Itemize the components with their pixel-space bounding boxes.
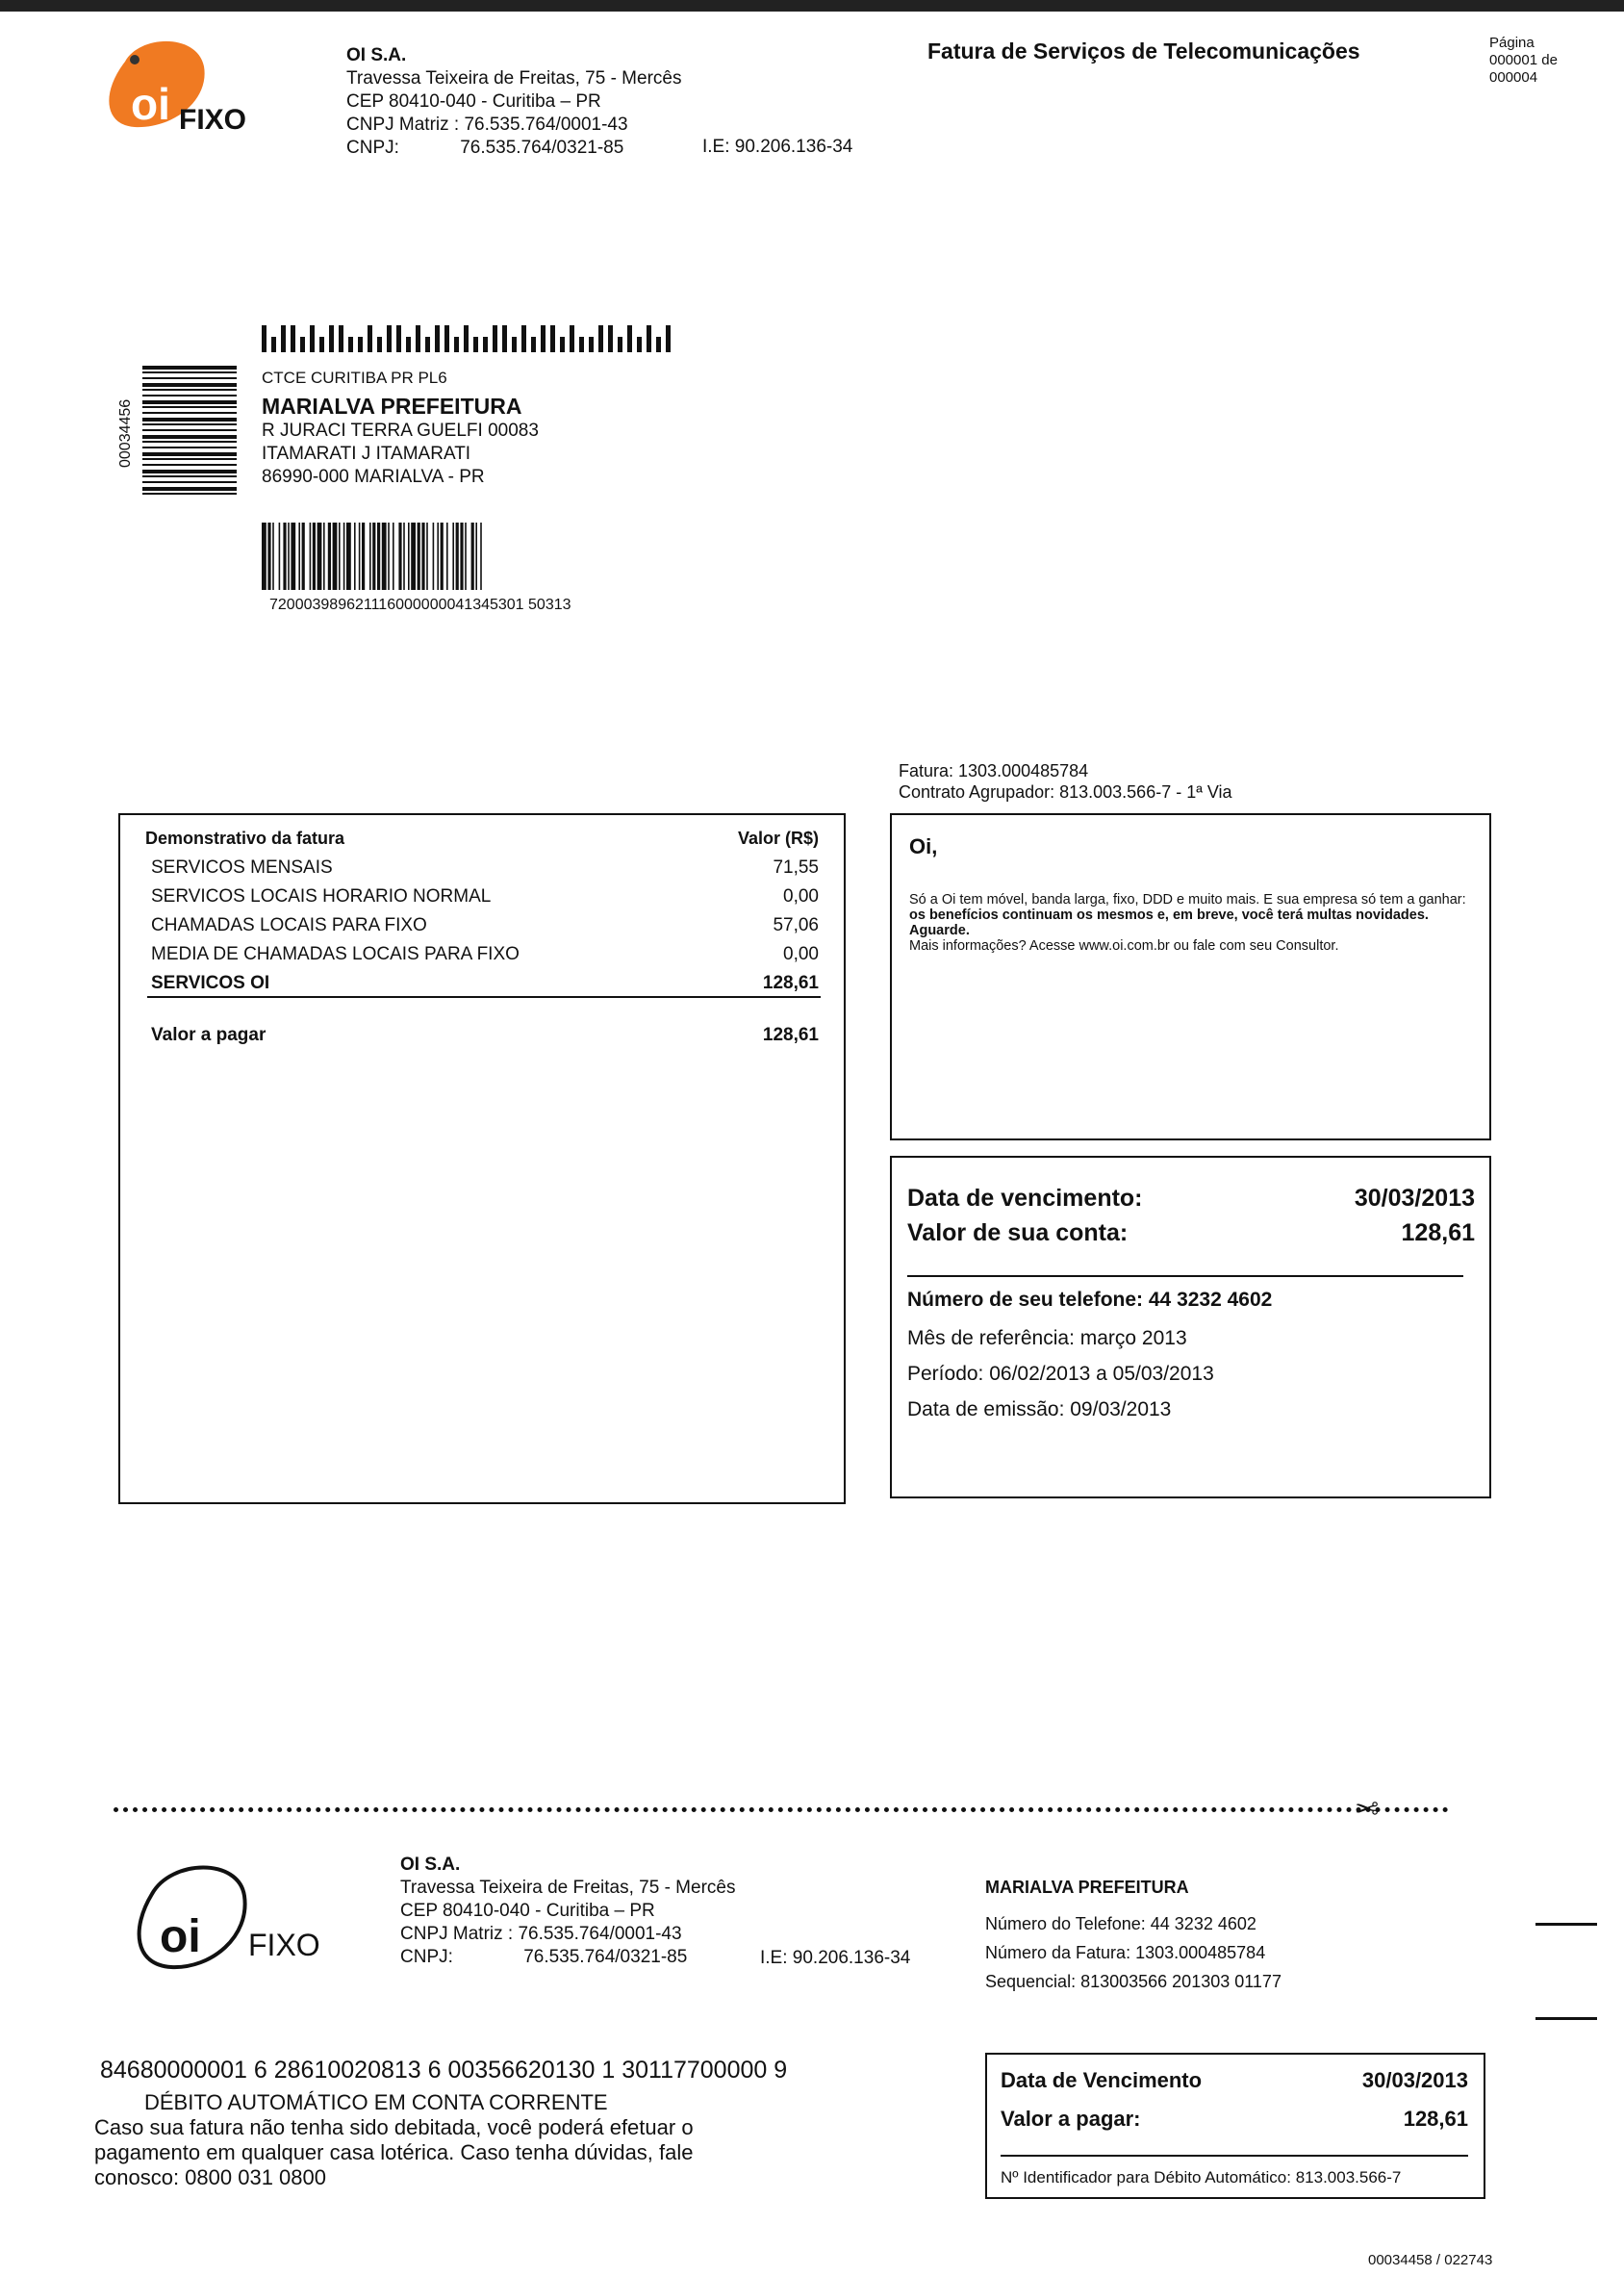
barcode-bar bbox=[372, 523, 375, 590]
side-bar-line bbox=[142, 383, 237, 387]
barcode-bar bbox=[272, 523, 274, 590]
side-bar-line bbox=[142, 377, 237, 379]
statement-row-label: CHAMADAS LOCAIS PARA FIXO bbox=[151, 915, 427, 935]
statement-value-header: Valor (R$) bbox=[737, 829, 819, 848]
logo-fixo-text-bottom: FIXO bbox=[248, 1928, 320, 1962]
postnet-bar bbox=[550, 325, 555, 352]
recipient-district: ITAMARATI J ITAMARATI bbox=[262, 444, 471, 464]
postnet-bar bbox=[541, 325, 546, 352]
barcode-bar bbox=[279, 523, 281, 590]
side-bar-line bbox=[142, 475, 237, 477]
scissors-icon: ✂ bbox=[1355, 1791, 1380, 1823]
barcode-bar bbox=[323, 523, 325, 590]
message-box bbox=[890, 813, 1491, 1140]
barcode-bar bbox=[460, 523, 463, 590]
stub-due-row bbox=[1001, 2068, 1468, 2093]
phone-number: Número de seu telefone: 44 3232 4602 bbox=[907, 1289, 1273, 1311]
barcode-bar bbox=[317, 523, 322, 590]
statement-row-label: SERVICOS MENSAIS bbox=[151, 857, 333, 878]
company-block-stub bbox=[400, 1854, 735, 1969]
payment-box bbox=[985, 2053, 1485, 2199]
barcode-bar bbox=[393, 523, 394, 590]
statement-row-label: MEDIA DE CHAMADAS LOCAIS PARA FIXO bbox=[151, 944, 520, 964]
postnet-bar bbox=[444, 325, 449, 352]
subtotal-value: 128,61 bbox=[762, 973, 819, 993]
side-bar-line bbox=[142, 464, 237, 466]
statement-row bbox=[151, 854, 819, 882]
side-bar-line bbox=[142, 452, 237, 456]
side-code bbox=[114, 393, 142, 470]
postnet-bar bbox=[618, 337, 622, 352]
stub-phone: Número do Telefone: 44 3232 4602 bbox=[985, 1914, 1256, 1933]
company-name: OI S.A. bbox=[346, 45, 407, 65]
barcode-bar bbox=[298, 523, 300, 590]
stub-customer-name: MARIALVA PREFEITURA bbox=[985, 1878, 1189, 1897]
barcode-bar bbox=[310, 523, 312, 590]
postnet-bar bbox=[570, 325, 574, 352]
due-date-row bbox=[907, 1185, 1475, 1213]
invoice-info bbox=[899, 760, 1232, 803]
oi-fixo-logo-outline bbox=[123, 1855, 344, 1981]
postnet-bar bbox=[339, 325, 343, 352]
barcode-bar bbox=[446, 523, 448, 590]
barcode-bar bbox=[313, 523, 316, 590]
side-code-text: 00034456 bbox=[117, 398, 134, 468]
cnpj-label-stub: CNPJ: bbox=[400, 1947, 453, 1967]
barcode-bar bbox=[388, 523, 390, 590]
issue-date: Data de emissão: 09/03/2013 bbox=[907, 1398, 1172, 1420]
company-cep: CEP 80410-040 - Curitiba – PR bbox=[346, 91, 601, 112]
postnet-bar bbox=[647, 325, 651, 352]
postnet-bar bbox=[416, 325, 420, 352]
postnet-bar bbox=[300, 337, 305, 352]
postnet-bar bbox=[560, 337, 565, 352]
statement-divider bbox=[147, 996, 821, 998]
postnet-bar bbox=[666, 325, 671, 352]
total-label: Valor a pagar bbox=[151, 1025, 266, 1045]
postnet-bar bbox=[368, 325, 372, 352]
company-cnpj-matriz-stub: CNPJ Matriz : 76.535.764/0001-43 bbox=[400, 1924, 682, 1944]
postnet-bar bbox=[493, 325, 497, 352]
total-value: 128,61 bbox=[762, 1025, 819, 1045]
company-address-stub: Travessa Teixeira de Freitas, 75 - Mercês bbox=[400, 1878, 736, 1898]
statement-rows bbox=[151, 854, 819, 998]
cnpj-label: CNPJ: bbox=[346, 138, 399, 158]
mailing-route: CTCE CURITIBA PR PL6 bbox=[262, 369, 447, 387]
company-name-stub: OI S.A. bbox=[400, 1854, 461, 1875]
cnpj-value-stub: 76.535.764/0321-85 bbox=[523, 1947, 688, 1967]
side-bar-line bbox=[142, 406, 237, 408]
company-cep-stub: CEP 80410-040 - Curitiba – PR bbox=[400, 1901, 655, 1921]
postnet-bar bbox=[531, 337, 536, 352]
postnet-bar bbox=[348, 337, 353, 352]
page-value: 000001 de bbox=[1489, 52, 1558, 68]
barcode-bar bbox=[267, 523, 270, 590]
postnet-bar bbox=[521, 325, 526, 352]
side-bar-line bbox=[142, 423, 237, 425]
cut-line bbox=[114, 1807, 1449, 1812]
message-line1: Só a Oi tem móvel, banda larga, fixo, DDD e muito mais. E sua empresa só tem a ganhar: bbox=[909, 892, 1466, 908]
stub-pay-row bbox=[1001, 2107, 1468, 2132]
postnet-bar bbox=[656, 337, 661, 352]
barcode-bar bbox=[452, 523, 454, 590]
company-address: Travessa Teixeira de Freitas, 75 - Mercês bbox=[346, 68, 682, 89]
statement-subtotal-row bbox=[151, 969, 819, 998]
margin-mark bbox=[1535, 2017, 1597, 2020]
company-cnpj-matriz: CNPJ Matriz : 76.535.764/0001-43 bbox=[346, 115, 628, 135]
amount-label: Valor de sua conta: bbox=[907, 1219, 1129, 1246]
side-bar-line bbox=[142, 371, 237, 373]
postnet-bar bbox=[310, 325, 315, 352]
barcode-bar bbox=[328, 523, 331, 590]
barcode-bar bbox=[346, 523, 351, 590]
statement-row-value: 57,06 bbox=[773, 915, 819, 935]
side-bar-line bbox=[142, 458, 237, 460]
company-cnpj bbox=[346, 137, 681, 160]
postnet-bar bbox=[425, 337, 430, 352]
side-bar-line bbox=[142, 389, 237, 391]
statement-row bbox=[151, 882, 819, 911]
barcode-bar bbox=[382, 523, 387, 590]
barcode-bar bbox=[333, 523, 338, 590]
debit-text: Caso sua fatura não tenha sido debitada, você poderá efetuar o pagamento em qualquer casa lotérica. Caso tenha dúvidas, fale conosco: 0800 031 0800 bbox=[94, 2115, 694, 2189]
postnet-bar bbox=[598, 325, 603, 352]
postnet-bar bbox=[396, 325, 401, 352]
stub-pay-value: 128,61 bbox=[1403, 2107, 1468, 2131]
stub-invoice: Número da Fatura: 1303.000485784 bbox=[985, 1943, 1266, 1962]
barcode-bar bbox=[421, 523, 424, 590]
barcode-bar bbox=[408, 523, 410, 590]
due-summary-box bbox=[890, 1156, 1491, 1498]
postnet-bar bbox=[406, 337, 411, 352]
statement-row bbox=[151, 940, 819, 969]
logo-oi-text-bottom: oi bbox=[160, 1911, 201, 1962]
page-label: Página bbox=[1489, 35, 1535, 51]
debit-identifier: Nº Identificador para Débito Automático: 813.003.566-7 bbox=[1001, 2168, 1402, 2186]
barcode-bar bbox=[362, 523, 365, 590]
logo-fixo-text: FIXO bbox=[179, 104, 247, 136]
barcode-bar bbox=[418, 523, 420, 590]
mailing-address bbox=[262, 368, 539, 489]
postnet-bar bbox=[579, 337, 584, 352]
stub-pay-label: Valor a pagar: bbox=[1001, 2107, 1141, 2131]
postnet-bar bbox=[589, 337, 594, 352]
message-body bbox=[909, 892, 1477, 954]
postnet-bar bbox=[358, 337, 363, 352]
side-bar-line bbox=[142, 481, 237, 483]
side-bar-line bbox=[142, 418, 237, 422]
page-indicator bbox=[1489, 35, 1558, 87]
statement-row-label: SERVICOS LOCAIS HORARIO NORMAL bbox=[151, 886, 492, 907]
document-title: Fatura de Serviços de Telecomunicações bbox=[927, 38, 1360, 64]
barcode-bar bbox=[437, 523, 439, 590]
mail-barcode bbox=[262, 523, 702, 590]
reference-month: Mês de referência: março 2013 bbox=[907, 1327, 1187, 1349]
message-line2: Mais informações? Acesse www.oi.com.br ou fale com seu Consultor. bbox=[909, 938, 1339, 954]
page-total: 000004 bbox=[1489, 69, 1538, 86]
due-divider bbox=[907, 1275, 1463, 1277]
ie-number-stub: I.E: 90.206.136-34 bbox=[760, 1948, 911, 1968]
side-bar-line bbox=[142, 441, 237, 443]
barcode-number: 720003989621116000000041345301 50313 bbox=[269, 597, 571, 613]
postnet-bar bbox=[483, 337, 488, 352]
stub-due-label: Data de Vencimento bbox=[1001, 2068, 1203, 2092]
barcode-bar bbox=[433, 523, 435, 590]
side-bar-line bbox=[142, 429, 237, 431]
barcode-bar bbox=[456, 523, 459, 590]
barcode-bar bbox=[403, 523, 405, 590]
barcode-bar bbox=[398, 523, 401, 590]
billing-period: Período: 06/02/2013 a 05/03/2013 bbox=[907, 1363, 1214, 1385]
postnet-bar bbox=[262, 325, 266, 352]
message-greeting: Oi, bbox=[909, 834, 938, 858]
recipient-street: R JURACI TERRA GUELFI 00083 bbox=[262, 421, 539, 441]
margin-mark bbox=[1535, 1923, 1597, 1926]
barcode-bar bbox=[475, 523, 477, 590]
amount-row bbox=[907, 1219, 1475, 1247]
barcode-bar bbox=[411, 523, 416, 590]
statement-row-value: 0,00 bbox=[783, 886, 819, 907]
statement-title: Demonstrativo da fatura bbox=[145, 829, 345, 848]
barcode-bar bbox=[262, 523, 266, 590]
barcode-bar bbox=[471, 523, 474, 590]
side-bar-line bbox=[142, 395, 237, 396]
ie-number: I.E: 90.206.136-34 bbox=[702, 137, 853, 157]
postnet-barcode bbox=[262, 323, 695, 354]
side-bar-line bbox=[142, 487, 237, 491]
postnet-bar bbox=[291, 325, 295, 352]
barcode-bar bbox=[339, 523, 341, 590]
barcode-bar bbox=[465, 523, 467, 590]
postnet-bar bbox=[473, 337, 478, 352]
oi-fixo-logo bbox=[96, 33, 279, 148]
statement-row-value: 0,00 bbox=[783, 944, 819, 964]
barcode-bar bbox=[283, 523, 286, 590]
side-bar-line bbox=[142, 412, 237, 414]
scan-top-edge bbox=[0, 0, 1624, 12]
barcode-bar bbox=[426, 523, 428, 590]
barcode-bar bbox=[302, 523, 305, 590]
debit-title: DÉBITO AUTOMÁTICO EM CONTA CORRENTE bbox=[144, 2090, 608, 2114]
recipient-name: MARIALVA PREFEITURA bbox=[262, 394, 522, 419]
logo-oi-text: oi bbox=[131, 79, 170, 129]
postnet-bar bbox=[627, 325, 632, 352]
recipient-city: 86990-000 MARIALVA - PR bbox=[262, 467, 485, 487]
postnet-bar bbox=[377, 337, 382, 352]
barcode-bar bbox=[343, 523, 345, 590]
side-bar-line bbox=[142, 447, 237, 448]
company-block bbox=[346, 44, 681, 160]
barcode-bar bbox=[377, 523, 380, 590]
postnet-bar bbox=[608, 325, 613, 352]
cnpj-value: 76.535.764/0321-85 bbox=[460, 138, 624, 158]
statement-header bbox=[145, 829, 819, 849]
subtotal-label: SERVICOS OI bbox=[151, 973, 270, 993]
postnet-bar bbox=[281, 325, 286, 352]
barcode-bar bbox=[359, 523, 361, 590]
postnet-bar bbox=[387, 325, 392, 352]
barcode-bar bbox=[441, 523, 444, 590]
invoice-number: Fatura: 1303.000485784 bbox=[899, 761, 1089, 780]
side-bar-line bbox=[142, 366, 237, 370]
barcode-bar bbox=[291, 523, 295, 590]
postnet-bar bbox=[329, 325, 334, 352]
postnet-bar bbox=[637, 337, 642, 352]
amount-value: 128,61 bbox=[1401, 1219, 1475, 1246]
barcode-bar bbox=[288, 523, 290, 590]
message-line1-bold: os benefícios continuam os mesmos e, em breve, você terá multas novidades. Aguarde. bbox=[909, 908, 1429, 938]
barcode-bar bbox=[369, 523, 371, 590]
postnet-bar bbox=[319, 337, 324, 352]
postnet-bar bbox=[435, 325, 440, 352]
stub-due-value: 30/03/2013 bbox=[1361, 2068, 1468, 2092]
side-bar-line bbox=[142, 470, 237, 473]
statement-box bbox=[118, 813, 846, 1504]
postnet-bar bbox=[271, 337, 276, 352]
side-bar-line bbox=[142, 400, 237, 404]
postnet-bar bbox=[502, 325, 507, 352]
statement-total-row bbox=[151, 1025, 819, 1046]
barcode-bar bbox=[354, 523, 356, 590]
stub-customer-block bbox=[985, 1873, 1281, 1996]
company-cnpj-stub bbox=[400, 1946, 735, 1969]
payment-divider bbox=[1001, 2155, 1468, 2157]
statement-row-value: 71,55 bbox=[773, 857, 819, 878]
side-barcode bbox=[142, 366, 237, 500]
statement-row bbox=[151, 911, 819, 940]
contract-number: Contrato Agrupador: 813.003.566-7 - 1ª Via bbox=[899, 782, 1232, 802]
due-date-label: Data de vencimento: bbox=[907, 1185, 1143, 1212]
postnet-bar bbox=[512, 337, 517, 352]
barcode-bar bbox=[480, 523, 482, 590]
postnet-bar bbox=[454, 337, 459, 352]
digitable-line: 84680000001 6 28610020813 6 00356620130 1 30117700000 9 bbox=[100, 2057, 788, 2084]
side-bar-line bbox=[142, 493, 237, 495]
stub-sequence: Sequencial: 813003566 201303 01177 bbox=[985, 1972, 1281, 1991]
postnet-bar bbox=[464, 325, 469, 352]
footer-code: 00034458 / 022743 bbox=[1368, 2252, 1493, 2268]
side-bar-line bbox=[142, 435, 237, 439]
due-date-value: 30/03/2013 bbox=[1354, 1185, 1475, 1212]
